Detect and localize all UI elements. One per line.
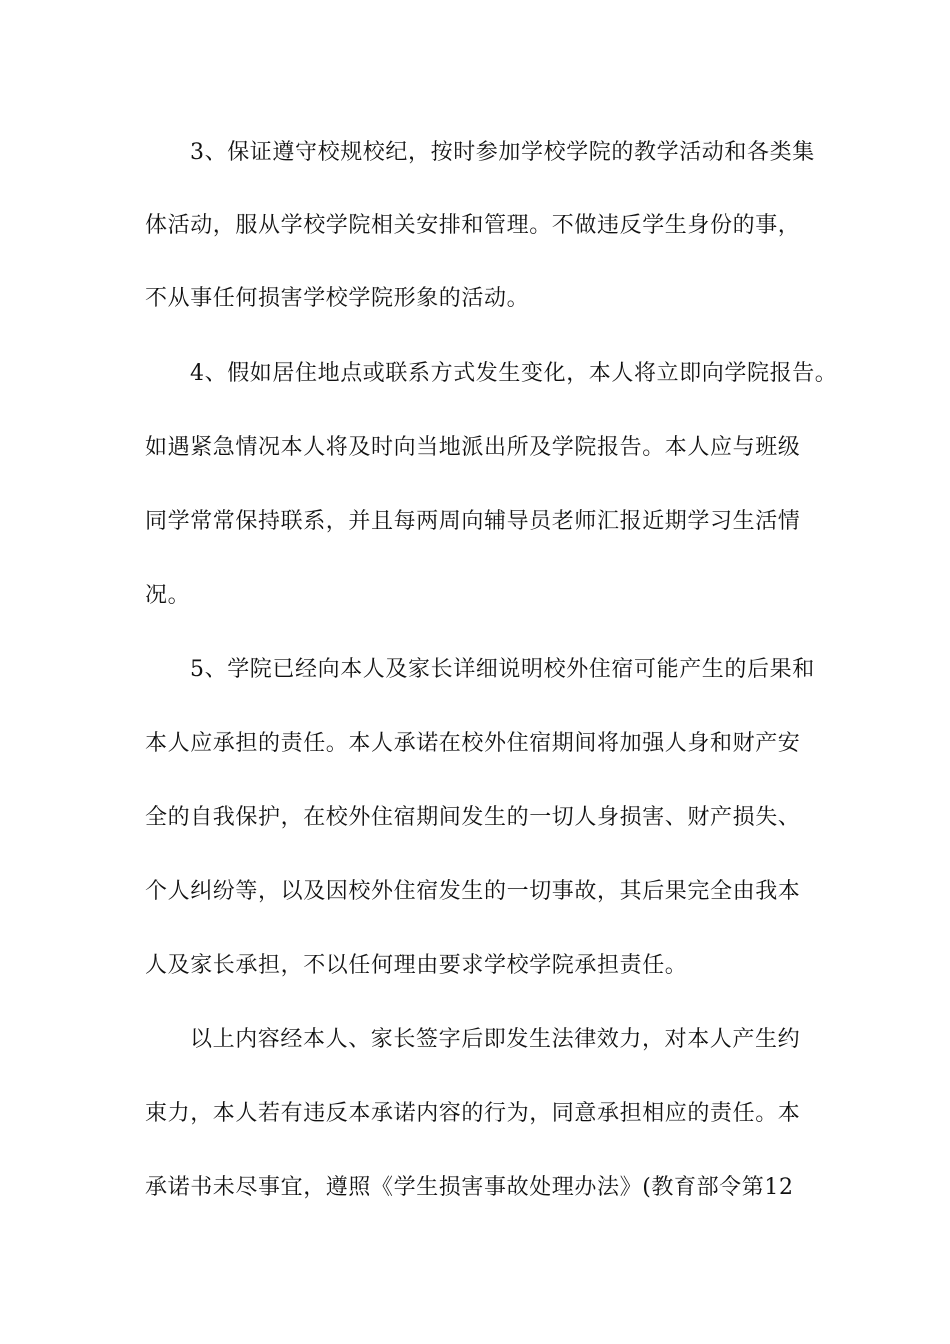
text-line: 4、假如居住地点或联系方式发生变化，本人将立即向学院报告。 [190,361,838,386]
text-line: 不从事任何损害学校学院形象的活动。 [145,286,530,311]
text-line: 同学常常保持联系，并且每两周向辅导员老师汇报近期学习生活情 [145,509,801,534]
text-line: 况。 [145,583,191,608]
text-line: 承诺书未尽事宜，遵照《学生损害事故处理办法》(教育部令第12 [145,1175,794,1200]
text-line: 体活动，服从学校学院相关安排和管理。不做违反学生身份的事， [145,213,801,238]
text-line: 5、学院已经向本人及家长详细说明校外住宿可能产生的后果和 [190,657,815,682]
text-line: 如遇紧急情况本人将及时向当地派出所及学院报告。本人应与班级 [145,435,801,460]
text-line: 人及家长承担，不以任何理由要求学校学院承担责任。 [145,953,688,978]
text-line: 个人纠纷等，以及因校外住宿发生的一切事故，其后果完全由我本 [145,879,801,904]
text-line: 以上内容经本人、家长签字后即发生法律效力，对本人产生约 [190,1027,801,1052]
text-line: 本人应承担的责任。本人承诺在校外住宿期间将加强人身和财产安 [145,731,801,756]
text-line: 3、保证遵守校规校纪，按时参加学校学院的教学活动和各类集 [190,140,815,165]
text-line: 束力，本人若有违反本承诺内容的行为，同意承担相应的责任。本 [145,1101,801,1126]
text-line: 全的自我保护，在校外住宿期间发生的一切人身损害、财产损失、 [145,805,801,830]
